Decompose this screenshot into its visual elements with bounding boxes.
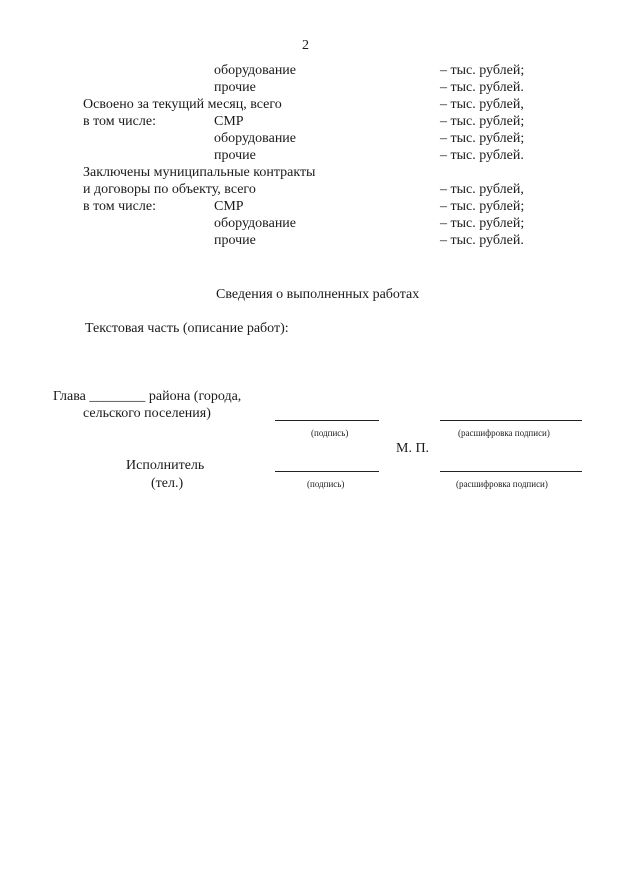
executor-signature-caption: (подпись) [307, 479, 345, 489]
text-part-label: Текстовая часть (описание работ): [85, 321, 289, 336]
row-label: Освоено за текущий месяц, всего [83, 97, 282, 112]
executor-decoding-line [440, 471, 582, 472]
head-signature-line [275, 420, 379, 421]
row-value: – тыс. рублей; [440, 131, 525, 146]
row-value: – тыс. рублей, [440, 97, 524, 112]
executor-decoding-caption: (расшифровка подписи) [456, 479, 548, 489]
section-title: Сведения о выполненных работах [216, 287, 420, 302]
row-sub-label: СМР [214, 114, 244, 129]
row-sub-label: прочие [214, 80, 256, 95]
row-value: – тыс. рублей, [440, 182, 524, 197]
head-title-line1: Глава ________ района (города, [53, 389, 242, 404]
head-title-line2: сельского поселения) [83, 406, 211, 421]
executor-phone: (тел.) [151, 476, 184, 491]
row-value: – тыс. рублей; [440, 199, 525, 214]
row-value: – тыс. рублей; [440, 216, 525, 231]
page-number: 2 [302, 38, 309, 53]
head-signature-caption: (подпись) [311, 428, 349, 438]
head-decoding-caption: (расшифровка подписи) [458, 428, 550, 438]
row-sub-label: прочие [214, 233, 256, 248]
row-sub-label: оборудование [214, 216, 297, 231]
row-value: – тыс. рублей. [440, 80, 524, 95]
executor-title: Исполнитель [126, 458, 205, 473]
row-label: в том числе: [83, 114, 156, 129]
head-decoding-line [440, 420, 582, 421]
row-value: – тыс. рублей; [440, 114, 525, 129]
row-sub-label: оборудование [214, 63, 297, 78]
executor-signature-line [275, 471, 379, 472]
row-value: – тыс. рублей. [440, 148, 524, 163]
row-sub-label: оборудование [214, 131, 297, 146]
row-label: Заключены муниципальные контракты [83, 165, 316, 180]
stamp-label: М. П. [396, 441, 430, 456]
row-sub-label: СМР [214, 199, 244, 214]
row-value: – тыс. рублей. [440, 233, 524, 248]
row-value: – тыс. рублей; [440, 63, 525, 78]
row-sub-label: прочие [214, 148, 256, 163]
row-label: и договоры по объекту, всего [83, 182, 256, 197]
row-label: в том числе: [83, 199, 156, 214]
